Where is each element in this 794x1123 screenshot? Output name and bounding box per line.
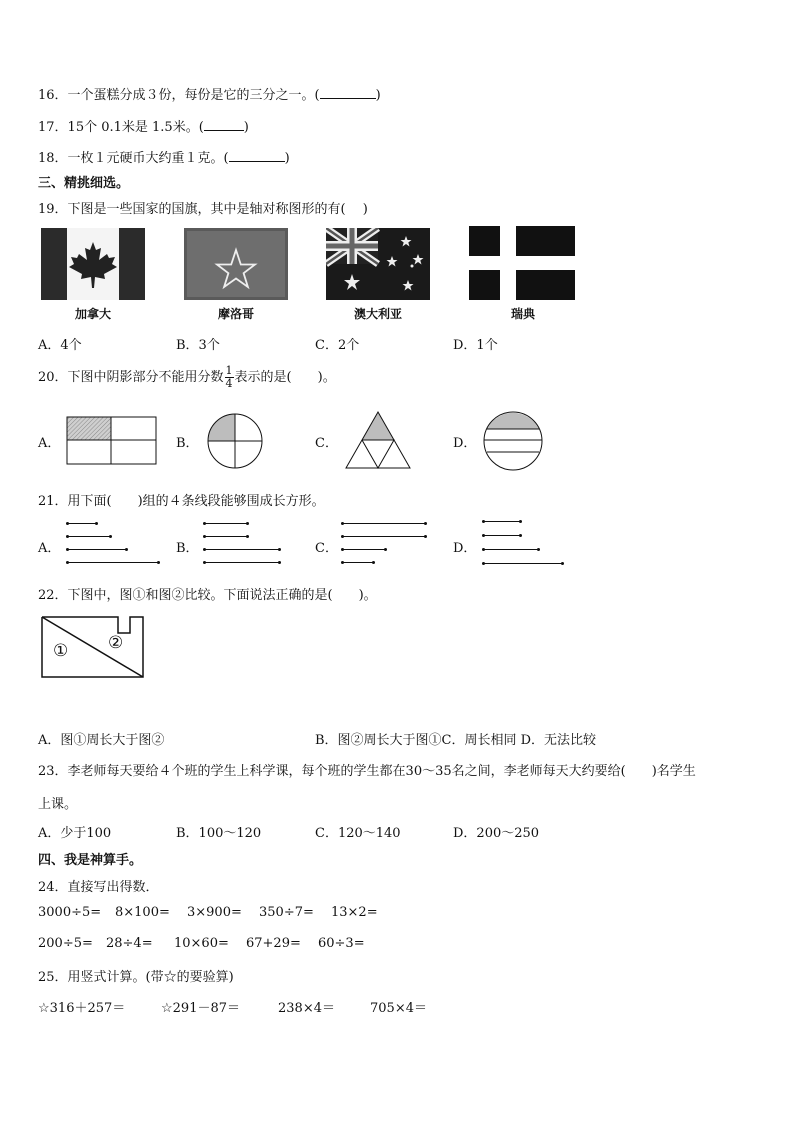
q16-answer-blank[interactable] bbox=[320, 86, 376, 99]
flag-caption-australia: 澳大利亚 bbox=[353, 307, 402, 321]
q24-item: 60÷3= bbox=[318, 936, 365, 951]
q19-option-d[interactable]: D．1个 bbox=[453, 338, 498, 353]
q21-label-d[interactable]: D． bbox=[453, 541, 477, 556]
q23-option-c[interactable]: C．120～140 bbox=[315, 826, 401, 841]
q25-item: 705×4＝ bbox=[370, 1001, 427, 1016]
q16-text: 16．一个蛋糕分成３份，每份是它的三分之一。( bbox=[38, 88, 320, 103]
q24-item: 350÷7= bbox=[259, 905, 314, 920]
q24-item: 3000÷5= bbox=[38, 905, 102, 920]
q21-label-c[interactable]: C． bbox=[315, 541, 338, 556]
q19-option-c[interactable]: C．2个 bbox=[315, 338, 360, 353]
q24-row-1 bbox=[38, 905, 378, 920]
section-3-heading: 三、精挑细选。 bbox=[38, 176, 130, 191]
q18-text: 18．一枚１元硬币大约重１克。( bbox=[38, 151, 229, 166]
q17-text: 17．15个 0.1米是 1.5米。( bbox=[38, 120, 204, 135]
q24-item: 10×60= bbox=[174, 936, 229, 951]
q25-item: ☆291－87＝ bbox=[161, 1001, 241, 1016]
question-25: 25．用竖式计算。(带☆的要验算) bbox=[38, 970, 234, 985]
q17-answer-blank[interactable] bbox=[204, 118, 244, 131]
flag-canada-image bbox=[41, 228, 145, 300]
q24-item: 28÷4= bbox=[106, 936, 153, 951]
q20-label-d[interactable]: D． bbox=[453, 436, 477, 451]
flag-caption-morocco: 摩洛哥 bbox=[217, 307, 254, 321]
question-17: 17．15个 0.1米是 1.5米。( ) bbox=[38, 120, 249, 135]
section-4-heading: 四、我是神算手。 bbox=[38, 853, 143, 868]
flag-sweden-image bbox=[469, 226, 575, 300]
question-16: 16．一个蛋糕分成３份，每份是它的三分之一。( ) bbox=[38, 88, 381, 103]
fraction-one-quarter: $\frac{1}{4}$ bbox=[225, 364, 233, 390]
q23-option-b[interactable]: B．100～120 bbox=[176, 826, 262, 841]
question-18: 18．一枚１元硬币大约重１克。( ) bbox=[38, 151, 290, 166]
q23-option-d[interactable]: D．200～250 bbox=[453, 826, 540, 841]
q19-option-a[interactable]: A．4个 bbox=[38, 338, 82, 353]
question-23-line-1: 23．李老师每天要给４个班的学生上科学课，每个班的学生都在30～35名之间，李老师每天大约要给( )名学生 bbox=[38, 764, 696, 779]
q19-option-b[interactable]: B．3个 bbox=[176, 338, 220, 353]
q23-option-a[interactable]: A．少于100 bbox=[38, 826, 112, 841]
flag-caption-canada: 加拿大 bbox=[74, 307, 111, 321]
q25-row bbox=[38, 997, 427, 1016]
q20-circle-quarters-figure bbox=[204, 412, 266, 470]
q22-figure-label-1: ① bbox=[53, 641, 69, 661]
q22-options-bcd[interactable]: B．图②周长大于图①C．周长相同 D．无法比较 bbox=[315, 733, 597, 748]
q24-item: 3×900= bbox=[187, 905, 242, 920]
q25-item: ☆316＋257＝ bbox=[38, 1001, 126, 1016]
q24-item: 13×2= bbox=[331, 905, 378, 920]
q21-label-b[interactable]: B． bbox=[176, 541, 199, 556]
q20-triangle-figure bbox=[344, 410, 412, 470]
q22-option-a[interactable]: A．图①周长大于图② bbox=[38, 733, 165, 748]
question-22: 22．下图中，图①和图②比较。下面说法正确的是( )。 bbox=[38, 588, 377, 603]
question-24: 24．直接写出得数． bbox=[38, 880, 159, 895]
q25-item: 238×4＝ bbox=[278, 1001, 335, 1016]
q20-label-b[interactable]: B． bbox=[176, 436, 199, 451]
q24-item: 8×100= bbox=[115, 905, 170, 920]
q22-figure-label-2: ② bbox=[108, 633, 124, 653]
q24-row-2 bbox=[38, 936, 365, 951]
flag-australia-image bbox=[326, 228, 430, 300]
q24-item: 67+29= bbox=[246, 936, 301, 951]
flag-morocco-image bbox=[184, 228, 288, 300]
q20-rectangle-figure bbox=[66, 416, 158, 466]
flag-caption-sweden: 瑞典 bbox=[510, 307, 535, 321]
q20-label-a[interactable]: A． bbox=[38, 436, 61, 451]
q20-circle-strips-figure bbox=[480, 411, 546, 471]
q20-label-c[interactable]: C． bbox=[315, 436, 338, 451]
question-23-line-2: 上课。 bbox=[38, 797, 78, 812]
q24-item: 200÷5= bbox=[38, 936, 93, 951]
q18-answer-blank[interactable] bbox=[229, 149, 285, 162]
question-21: 21．用下面( )组的４条线段能够围成长方形。 bbox=[38, 494, 325, 509]
question-19: 19．下图是一些国家的国旗，其中是轴对称图形的有( ) bbox=[38, 202, 368, 217]
question-20: 20．下图中阴影部分不能用分数 $\frac{1}{4}$ 表示的是( )。 bbox=[38, 364, 336, 390]
q21-label-a[interactable]: A． bbox=[38, 541, 61, 556]
